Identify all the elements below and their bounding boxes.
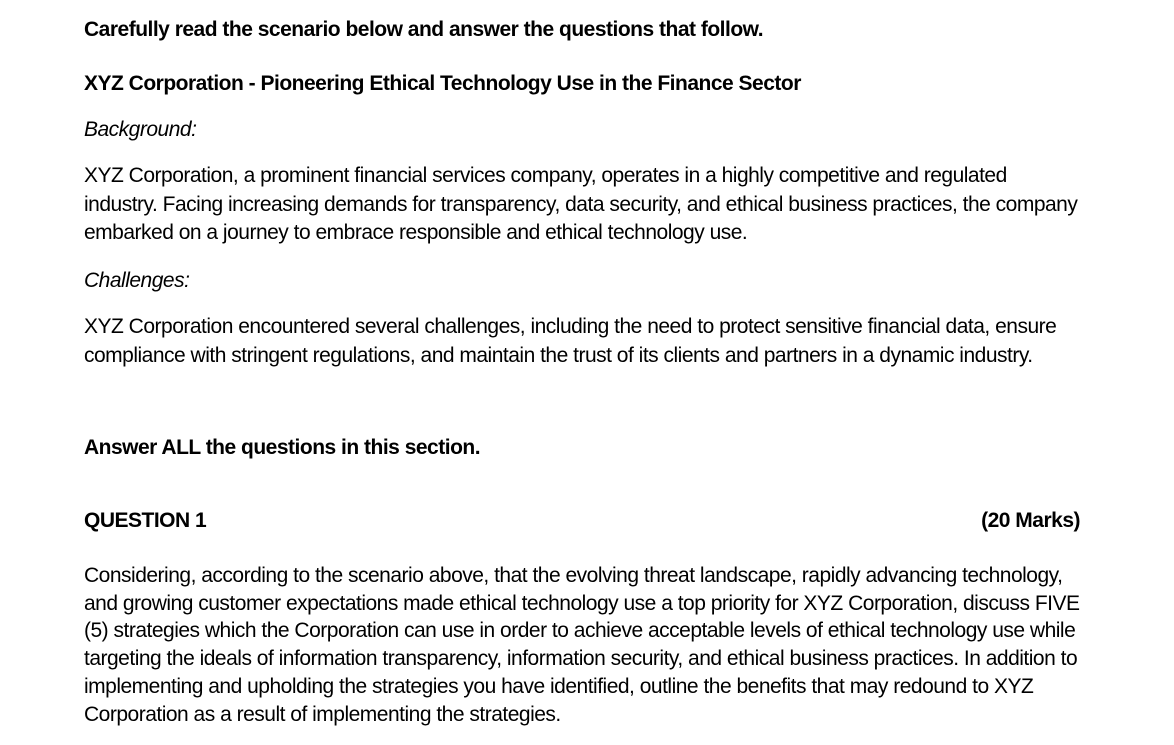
background-line: XYZ Corporation, a prominent financial services company, operates in a highly competitive and regulated [84,164,1007,187]
challenges-heading: Challenges: [84,269,190,292]
question-line: Corporation as a result of implementing the strategies. [84,702,561,726]
question-line: implementing and upholding the strategies you have identified, outline the benefits that may redound to XYZ [84,674,1034,698]
background-line: embarked on a journey to embrace responsible and ethical technology use. [84,221,748,244]
background-heading: Background: [84,118,197,141]
section-instruction: Answer ALL the questions in this section. [84,436,481,459]
question-line: targeting the ideals of information transparency, information security, and ethical business practices. In addition to [84,647,1078,671]
instruction-text: Carefully read the scenario below and answer the questions that follow. [84,18,764,41]
case-title: XYZ Corporation - Pioneering Ethical Technology Use in the Finance Sector [84,72,801,95]
question-line: and growing customer expectations made ethical technology use a top priority for XYZ Corporation, discuss FIVE [84,591,1080,615]
question-line: (5) strategies which the Corporation can use in order to achieve acceptable levels of ethical technology use while [84,619,1076,643]
question-line: Considering, according to the scenario above, that the evolving threat landscape, rapidly advancing technology, [84,564,1063,587]
challenges-line: XYZ Corporation encountered several challenges, including the need to protect sensitive financial data, ensure [84,315,1057,338]
question-paragraph [84,562,1079,728]
question-label: QUESTION 1 [84,509,207,532]
background-line: industry. Facing increasing demands for transparency, data security, and ethical business practices, the company [84,192,1078,216]
question-marks: (20 Marks) [981,509,1080,532]
background-paragraph [84,162,1079,248]
challenges-paragraph [84,313,1079,370]
challenges-line: compliance with stringent regulations, and maintain the trust of its clients and partners in a dynamic industry. [84,343,1033,367]
